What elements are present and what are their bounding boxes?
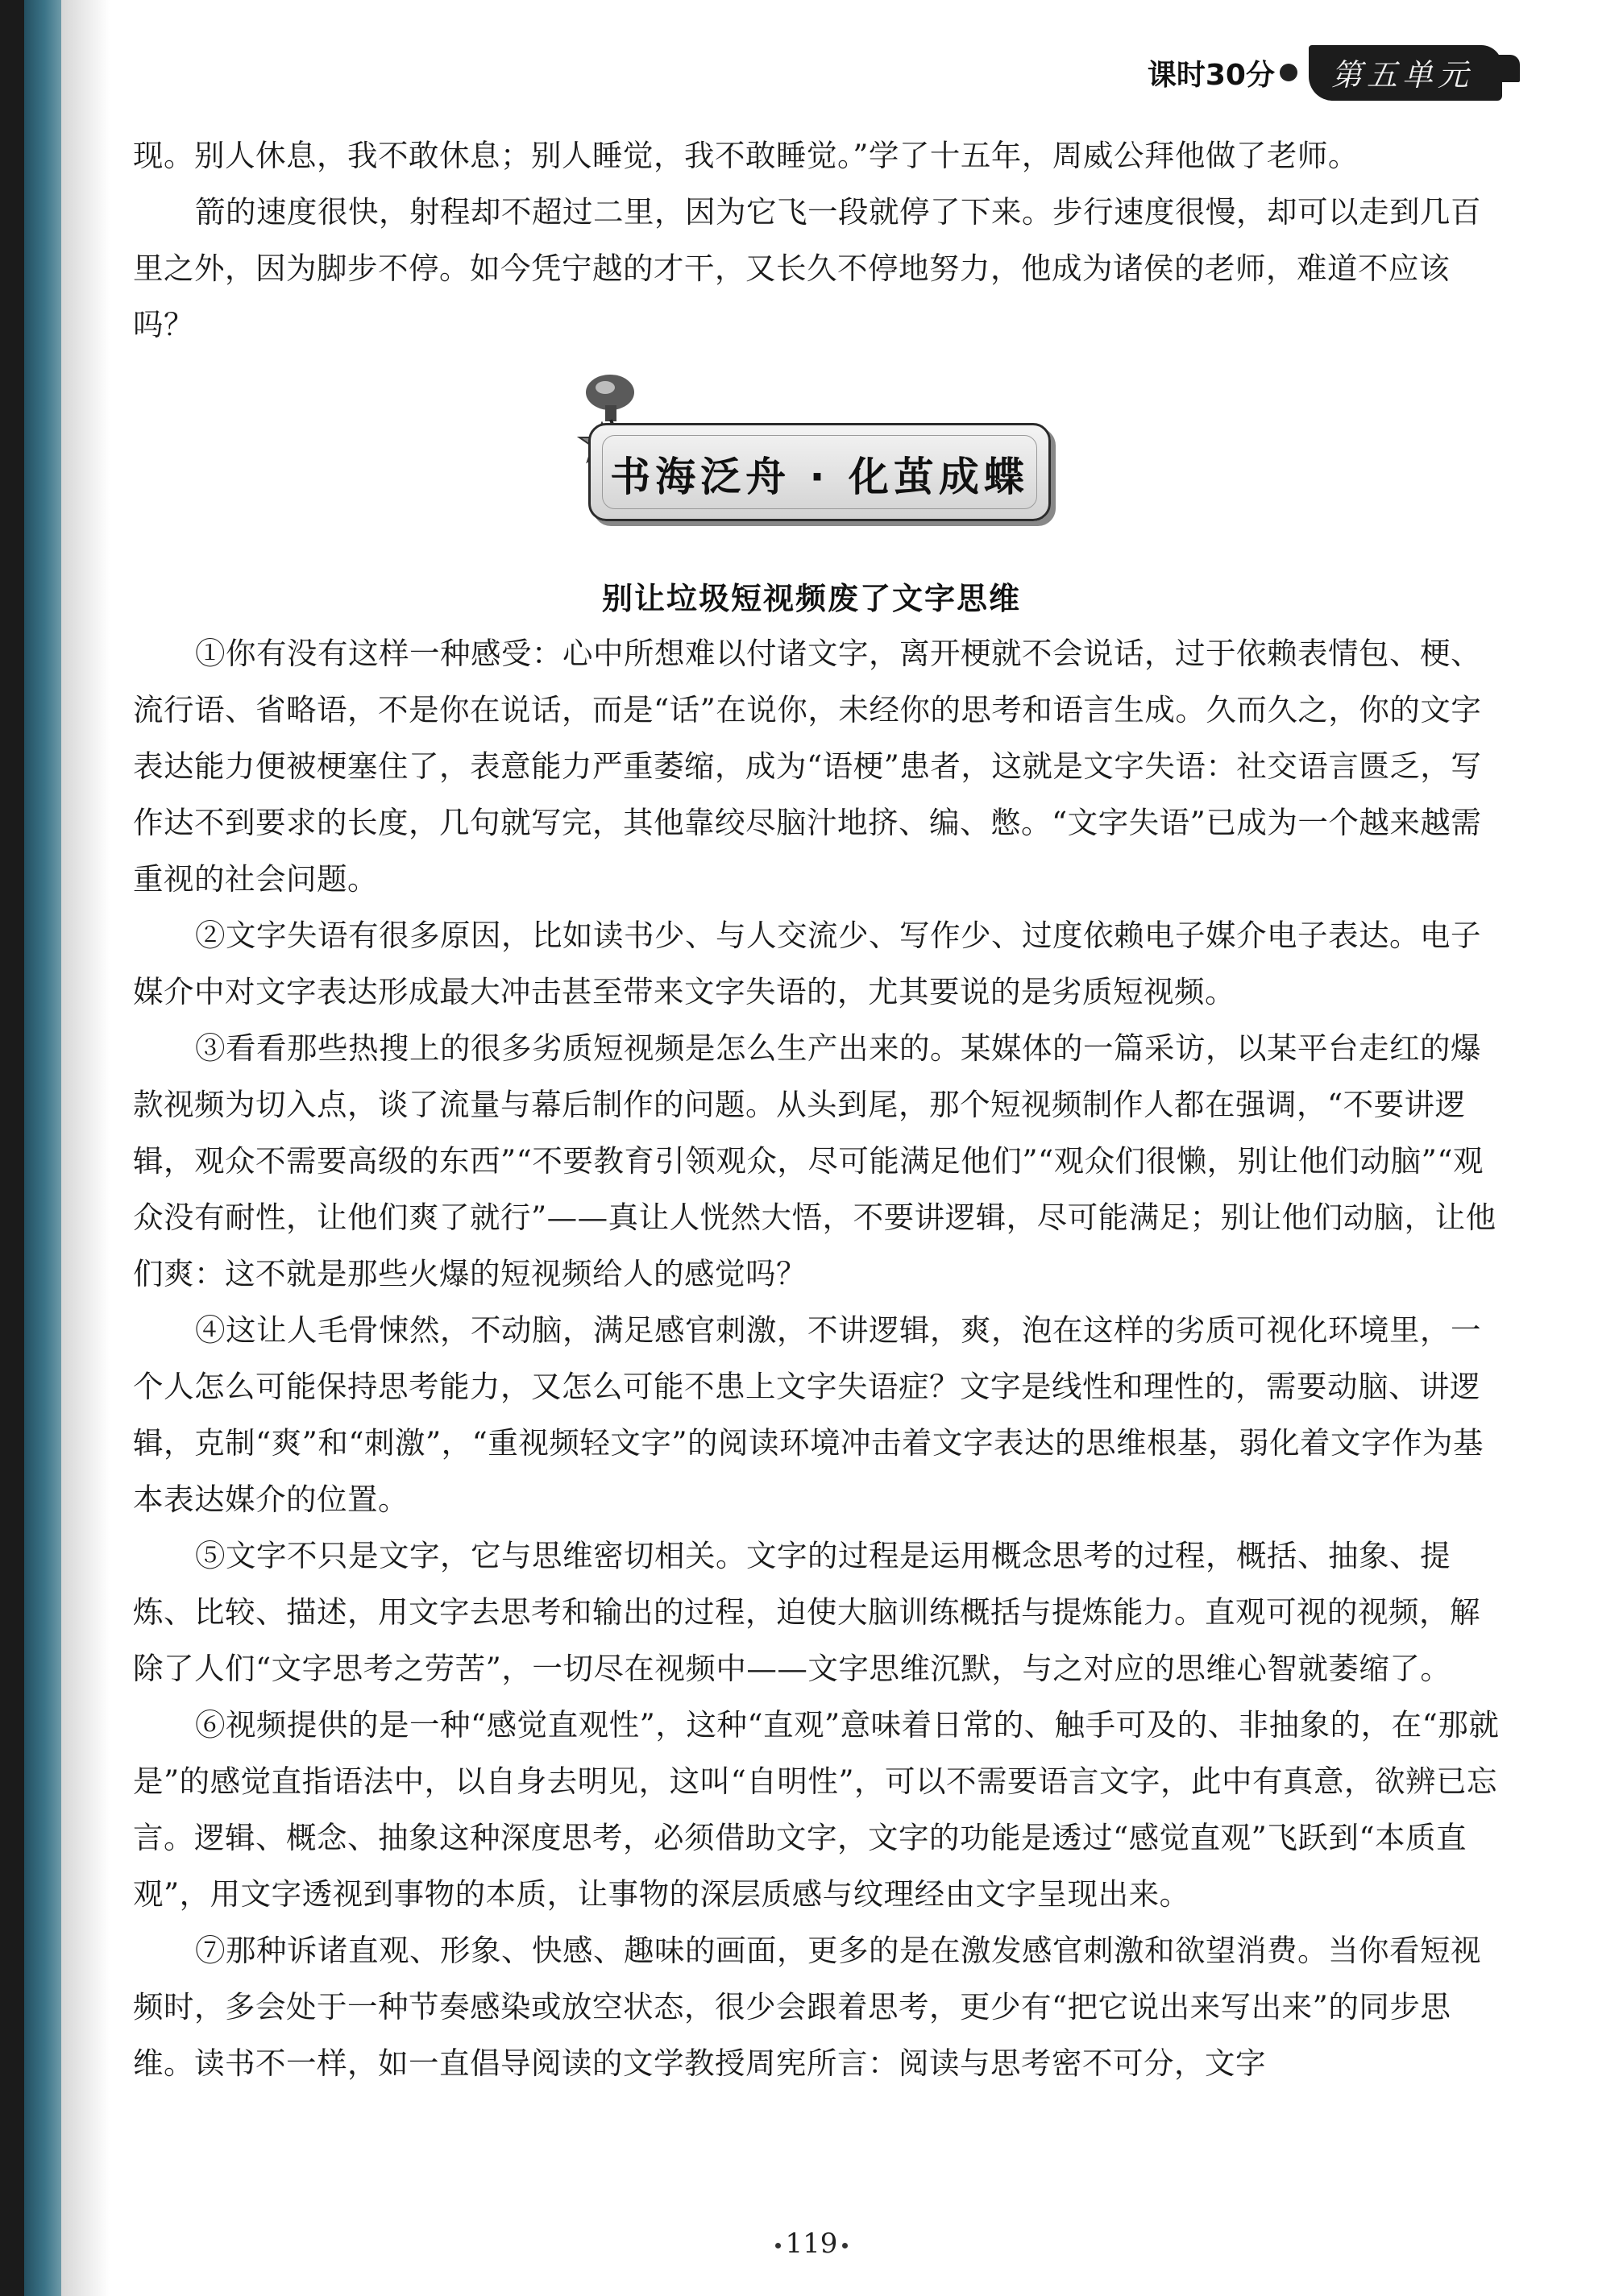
running-head: 课时30分 — [1147, 58, 1275, 92]
page-number — [0, 2228, 1623, 2260]
banner-box — [588, 423, 1051, 521]
banner-title: 书海泛舟 · 化茧成蝶 — [610, 454, 1029, 500]
continuation-paragraph: 现。别人休息，我不敢休息；别人睡觉，我不敢睡觉。”学了十五年，周威公拜他做了老师。 — [133, 138, 1359, 173]
article-paragraph: ②文字失语有很多原因，比如读书少、与人交流少、写作少、过度依赖电子媒介电子表达。电子媒介中对文字表达形成最大冲击甚至带来文字失语的，尤其要说的是劣质短视频。 — [133, 918, 1481, 1009]
article-paragraph: ③看看那些热搜上的很多劣质短视频是怎么生产出来的。某媒体的一篇采访，以某平台走红的爆款视频为切入点，谈了流量与幕后制作的问题。从头到尾，那个短视频制作人都在强调，“不要讲逻辑，观众不需要高级的东西”“不要教育引领观众，尽可能满足他们”“观众们很懒，别让他们动脑”“观众没有耐性，让他们爽了就行”——真让人恍然大悟，不要讲逻辑，尽可能满足；别让他们动脑，让他们爽：这不就是那些火爆的短视频给人的感觉吗？ — [133, 1030, 1496, 1291]
article-paragraph: ④这让人毛骨悚然，不动脑，满足感官刺激，不讲逻辑，爽，泡在这样的劣质可视化环境里，一个人怎么可能保持思考能力，又怎么可能不患上文字失语症？文字是线性和理性的，需要动脑、讲逻辑，克制“爽”和“刺激”，“重视频轻文字”的阅读环境冲击着文字表达的思维根基，弱化着文字作为基本表达媒介的位置。 — [133, 1312, 1484, 1517]
article-title: 别让垃圾短视频废了文字思维 — [601, 581, 1021, 616]
article-paragraph: ⑥视频提供的是一种“感觉直观性”，这种“直观”意味着日常的、触手可及的、非抽象的，在“那就是”的感觉直指语法中，以自身去明见，这叫“自明性”，可以不需要语言文字，此中有真意，欲辨已忘言。逻辑、概念、抽象这种深度思考，必须借助文字，文字的功能是透过“感觉直观”飞跃到“本质直观”，用文字透视到事物的本质，让事物的深层质感与纹理经由文字呈现出来。 — [133, 1707, 1500, 1912]
page-number-dot — [775, 2243, 781, 2248]
article-body — [133, 625, 1507, 2091]
page-number-dot — [842, 2243, 848, 2248]
page-header — [1148, 47, 1502, 98]
section-banner — [532, 367, 1064, 528]
clock-icon — [1280, 64, 1297, 81]
unit-label: 第五单元 — [1309, 45, 1502, 101]
continuation-text — [133, 127, 1507, 353]
article-paragraph: ⑤文字不只是文字，它与思维密切相关。文字的过程是运用概念思考的过程，概括、抽象、提炼、比较、描述，用文字去思考和输出的过程，迫使大脑训练概括与提炼能力。直观可视的视频，解除了人们“文字思考之劳苦”，一切尽在视频中——文字思维沉默，与之对应的思维心智就萎缩了。 — [133, 1538, 1480, 1686]
article-paragraph: ①你有没有这样一种感受：心中所想难以付诸文字，离开梗就不会说话，过于依赖表情包、梗、流行语、省略语，不是你在说话，而是“话”在说你，未经你的思考和语言生成。久而久之，你的文字表达能力便被梗塞住了，表意能力严重萎缩，成为“语梗”患者，这就是文字失语：社交语言匮乏，写作达不到要求的长度，几句就写完，其他靠绞尽脑汁地挤、编、憋。“文字失语”已成为一个越来越需重视的社会问题。 — [133, 636, 1482, 897]
scan-edge-dark — [0, 0, 24, 2296]
scan-edge-cover — [24, 0, 61, 2296]
continuation-paragraph: 箭的速度很快，射程却不超过二里，因为它飞一段就停了下来。步行速度很慢，却可以走到几百里之外，因为脚步不停。如今凭宁越的才干，又长久不停地努力，他成为诸侯的老师，难道不应该吗？ — [133, 194, 1481, 342]
page-number-value: 119 — [785, 2228, 838, 2260]
scan-edge-shadow — [61, 0, 110, 2296]
article-paragraph: ⑦那种诉诸直观、形象、快感、趣味的画面，更多的是在激发感官刺激和欲望消费。当你看短视频时，多会处于一种节奏感染或放空状态，很少会跟着思考，更少有“把它说出来写出来”的同步思维。读书不一样，如一直倡导阅读的文学教授周宪所言：阅读与思考密不可分，文字 — [133, 1933, 1481, 2081]
